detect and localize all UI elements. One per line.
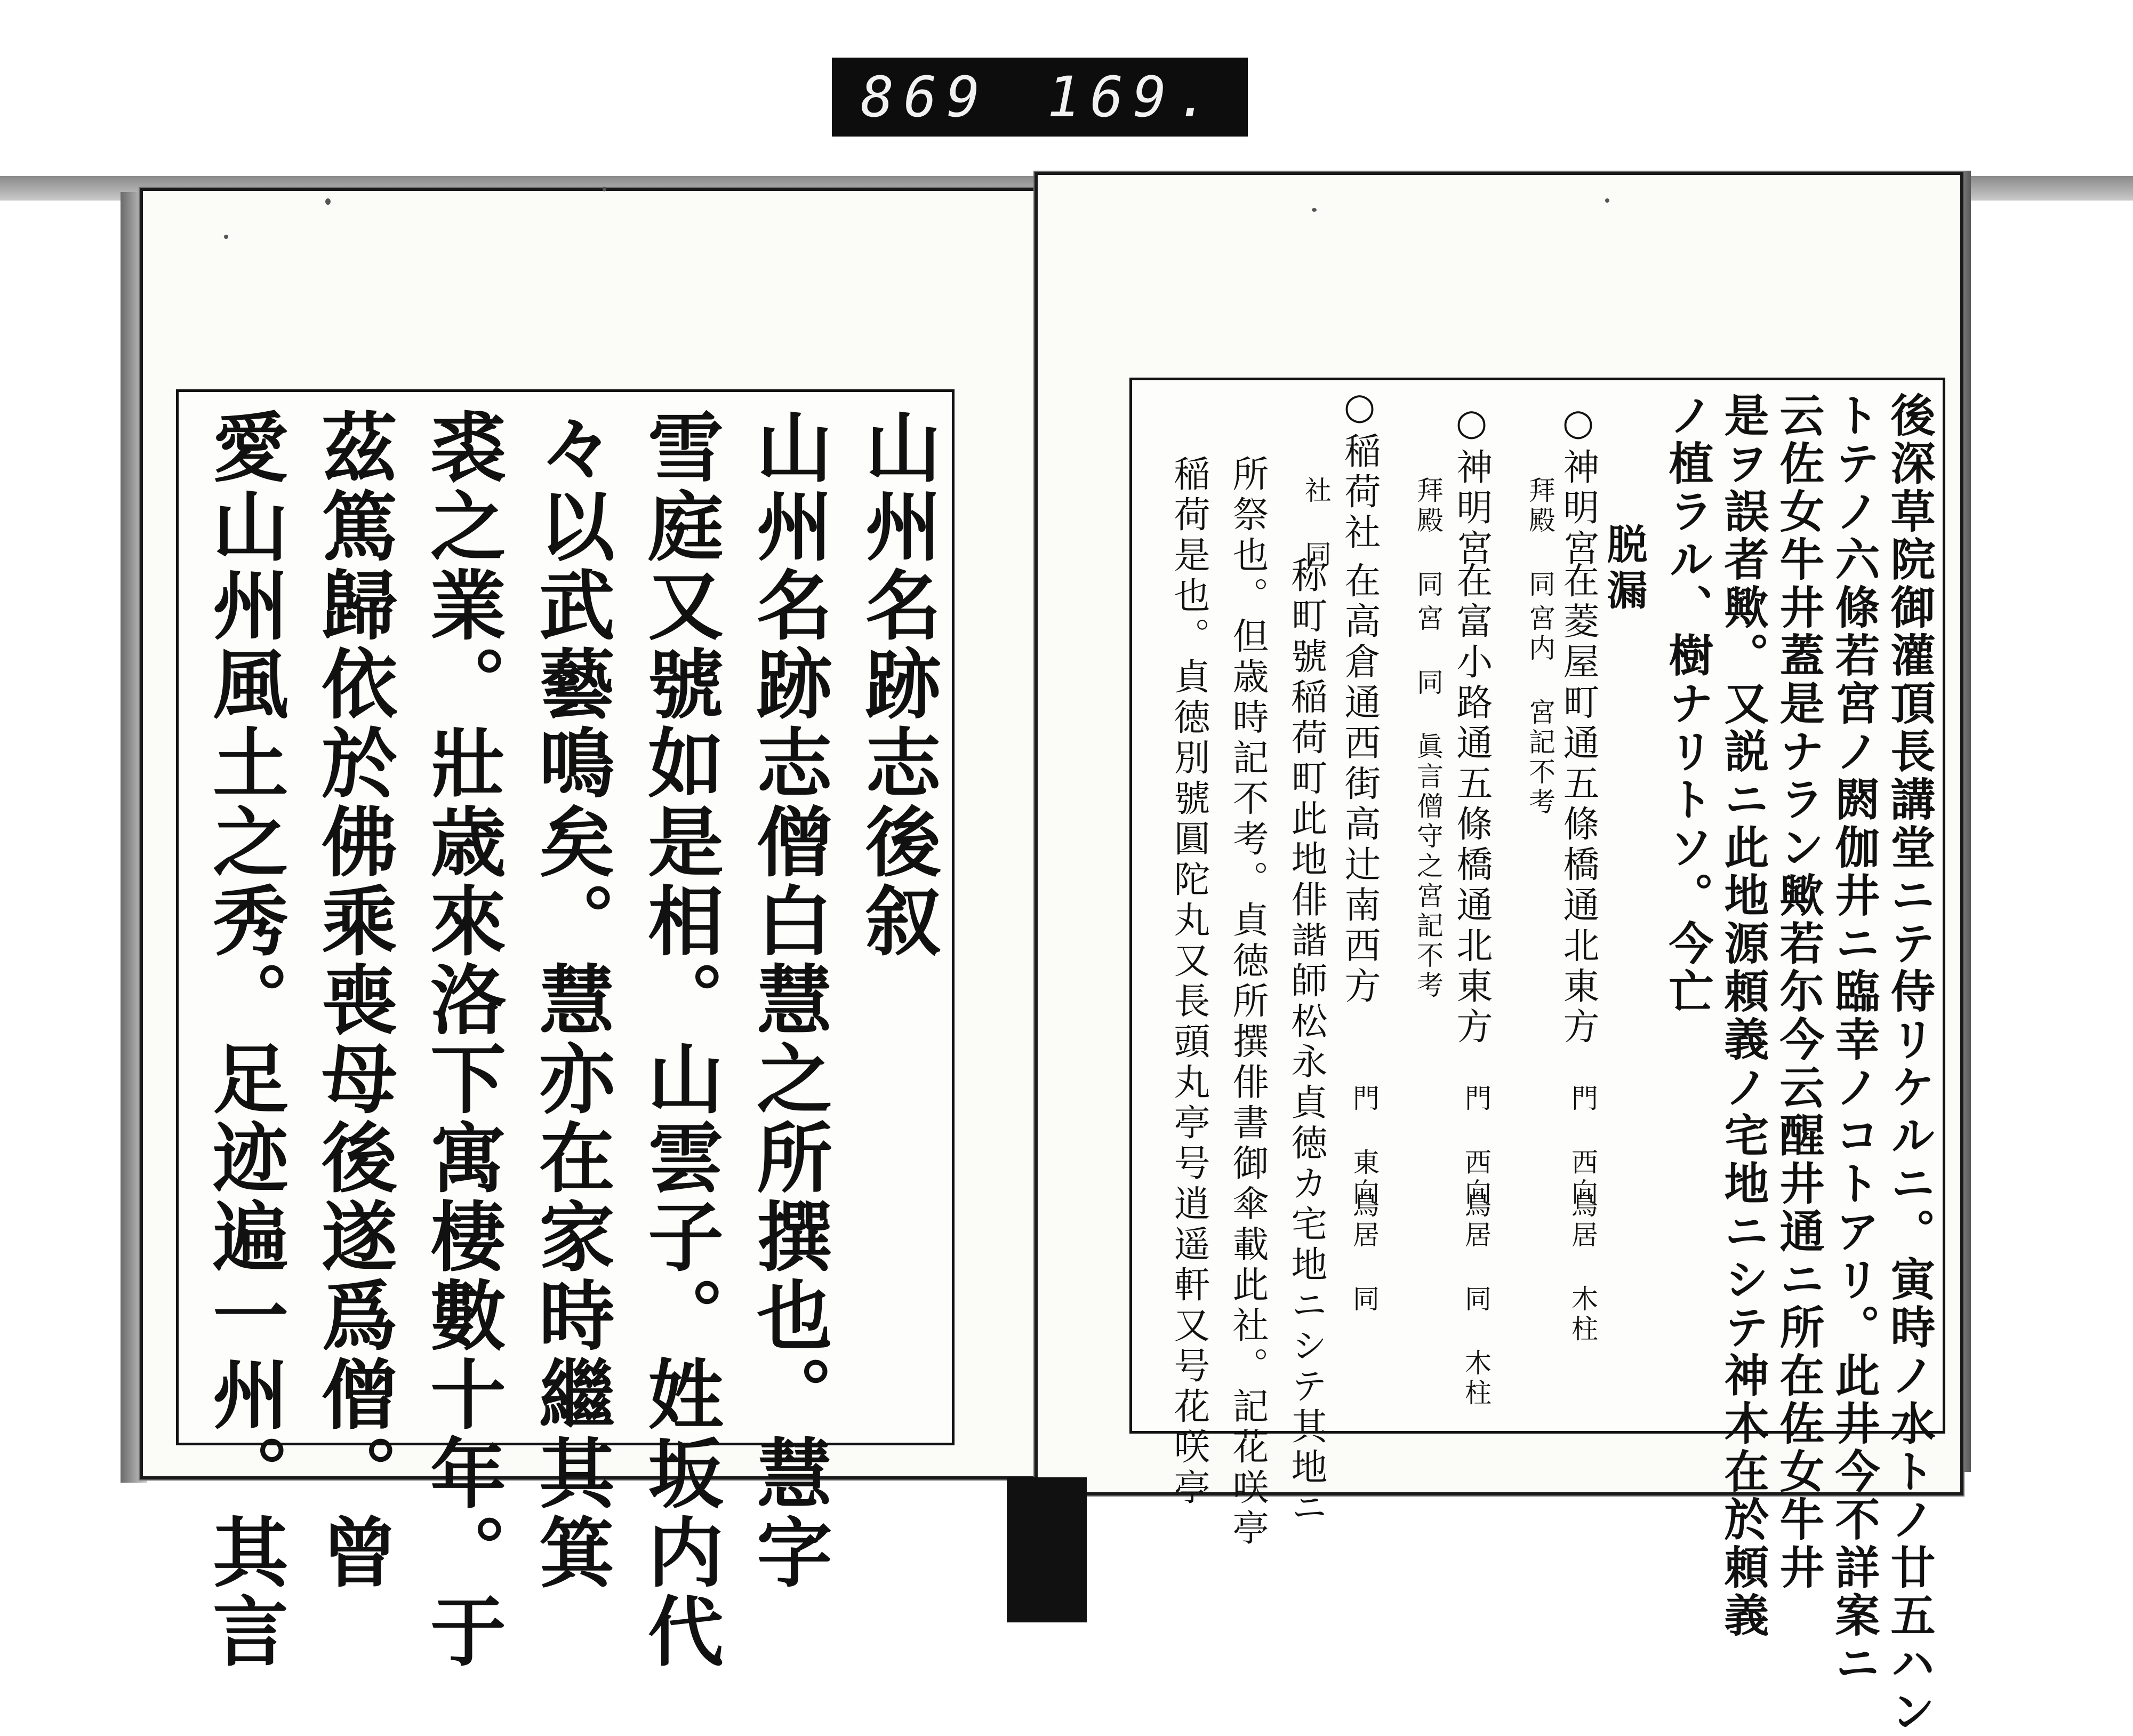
scan-speck (1605, 198, 1609, 203)
entry-note: 宮 同 眞言僧守之宮記不考 (1413, 604, 1444, 1001)
scan-speck (603, 187, 606, 191)
entry-torii: 鳥居 木柱 (1567, 1191, 1598, 1345)
catalog-number-stamp (832, 58, 1248, 137)
gutter-shadow (1007, 1477, 1087, 1622)
scan-speck (224, 235, 228, 239)
left-text-frame (176, 389, 955, 1671)
left-text-column: 々以武藝鳴矣。慧亦在家時繼其箕 (526, 408, 615, 1592)
stamp-right-number: 169. (1047, 65, 1220, 130)
left-text-column: 裘之業。壯歳來洛下寓棲數十年。于 (418, 408, 506, 1671)
entry-shrine-name: ○稲荷社 (1338, 386, 1381, 554)
entry-shrine-name: ○神明宮 (1450, 402, 1493, 570)
left-text-column: 山州名跡志僧白慧之所撰也。慧字 (744, 408, 832, 1592)
entry-location: 在富小路通五條橋通北東方 (1450, 562, 1493, 1048)
entry-gate: 門 西向 (1567, 1084, 1598, 1208)
right-text-column: 稲荷是也。貞徳別號圓陀丸又長頭丸亭号逍遥軒又号花咲亭 (1168, 455, 1210, 1509)
right-text-column: 後深草院御灌頂長講堂ニテ侍リケルニ。寅時ノ水トノ廿五ハン (1883, 392, 1936, 1736)
entry-haiden: 社 同 (1301, 476, 1332, 570)
right-text-frame (1129, 378, 1945, 1736)
entry-torii: 鳥居 同 (1349, 1191, 1380, 1315)
right-text-column: ノ植ラル、樹ナリトソ。今亡 (1662, 392, 1714, 1016)
right-text-column: 所祭也。但歳時記不考。貞徳所撰俳書御傘載此社。記花咲亭 (1226, 455, 1269, 1549)
scan-speck (1312, 208, 1317, 212)
entry-gate: 門 東向 (1349, 1084, 1380, 1208)
entry-note: 宮内 宮記不考 (1525, 604, 1555, 818)
entry-haiden: 拜殿 同 (1413, 476, 1444, 600)
entry-shrine-name: ○神明宮 (1557, 402, 1599, 570)
stamp-left-number: 869 (860, 65, 990, 130)
left-text-column: 愛山州風土之秀。足迹遍一州。其言 (200, 408, 288, 1671)
section-heading: 脱漏 (1600, 523, 1648, 615)
right-text-column: 是ヲ誤者歟。又説ニ此地源頼義ノ宅地ニシテ神木在於頼義 (1717, 392, 1770, 1640)
entry-location: 在高倉通西街高辻南西方 (1338, 562, 1381, 1007)
scan-speck (325, 198, 331, 205)
entry-location: 在菱屋町通五條橋通北東方 (1557, 562, 1599, 1048)
entry-haiden: 拜殿 同 (1525, 476, 1555, 600)
left-text-column: 茲篤歸依於佛乘喪母後遂爲僧。曾 (309, 408, 397, 1592)
right-text-column: 云佐女牛井蓋是ナラン歟若尓今云醒井通ニ所在佐女牛井 (1773, 392, 1825, 1592)
entry-gate: 門 西向 (1461, 1084, 1492, 1208)
left-text-column: 雪庭又號如是相。山雲子。姓坂内代 (635, 408, 724, 1671)
left-title-column: 山州名跡志後叙 (853, 408, 941, 961)
right-text-column: トテノ六條若宮ノ閼伽井ニ臨幸ノコトアリ。此井今不詳案ニ (1828, 392, 1881, 1688)
entry-torii: 鳥居 同 木柱 (1461, 1191, 1492, 1409)
right-text-column: 称町號稲荷町此地俳諧師松永貞徳カ宅地ニシテ其地ニ (1285, 556, 1327, 1529)
